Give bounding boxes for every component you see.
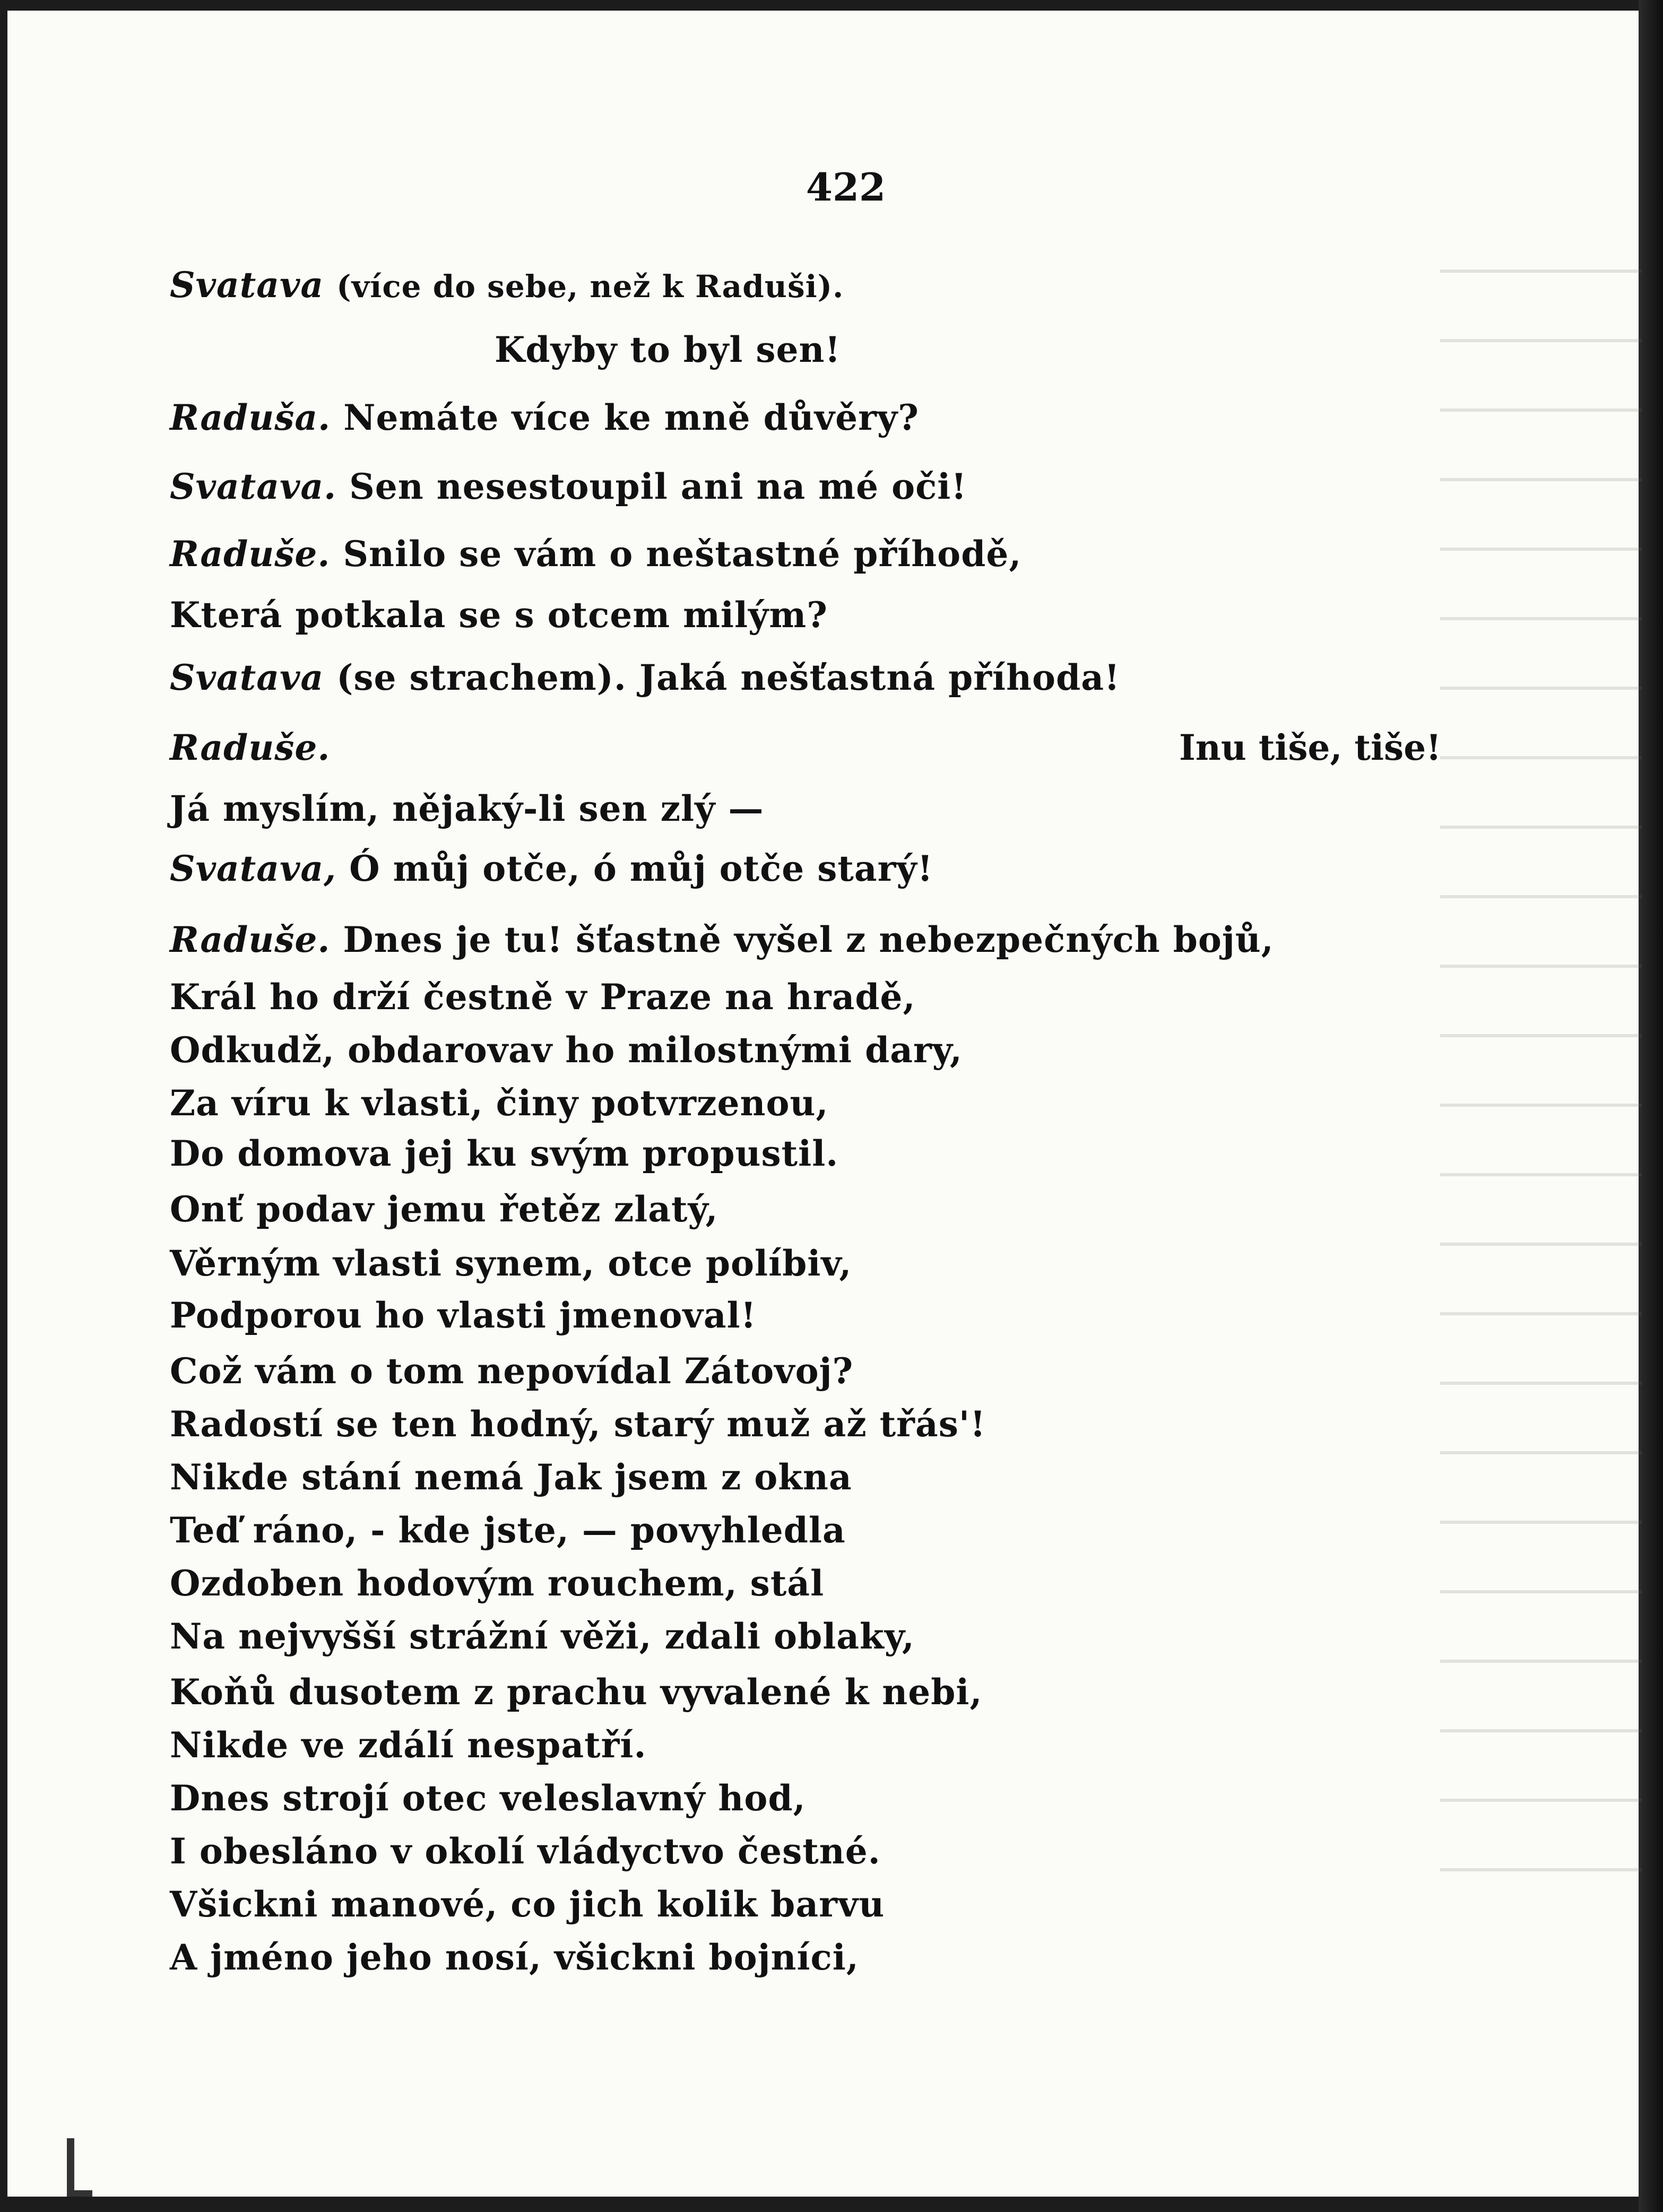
speaker-name: Raduše. <box>170 533 331 575</box>
text-line <box>170 594 828 636</box>
line-text: (se strachem). Jaká nešťastná příhoda! <box>336 657 1120 698</box>
text-line <box>170 397 919 438</box>
line-text: Všickni manové, co jich kolik barvu <box>170 1884 885 1925</box>
line-text: Podporou ho vlasti jmenoval! <box>170 1295 757 1336</box>
text-line <box>495 329 841 370</box>
line-text: Nemáte více ke mně důvěry? <box>343 397 919 438</box>
line-text: Což vám o tom nepovídal Zátovoj? <box>170 1350 854 1392</box>
text-line <box>170 1295 757 1336</box>
speaker-name: Svatava <box>170 264 324 306</box>
text-line <box>170 1884 885 1925</box>
speaker-name: Svatava <box>170 657 324 698</box>
text-line <box>170 1510 846 1551</box>
text-line <box>170 1616 915 1657</box>
line-text: Ozdoben hodovým rouchem, stál <box>170 1563 825 1604</box>
line-text: (více do sebe, než k Raduši). <box>336 268 844 305</box>
speaker-name: Svatava. <box>170 466 337 507</box>
line-text: Nikde stání nemá Jak jsem z okna <box>170 1456 852 1498</box>
text-line <box>170 848 933 889</box>
text-line <box>170 1133 838 1174</box>
line-text: Nikde ve zdálí nespatří. <box>170 1724 647 1766</box>
line-text: Onť podav jemu řetěz zlatý, <box>170 1189 718 1230</box>
text-line <box>170 976 915 1018</box>
line-text: Odkudž, obdarovav ho milostnými dary, <box>170 1029 963 1071</box>
text-line <box>170 1243 852 1284</box>
speaker-name: Raduše. <box>170 727 331 768</box>
line-text: A jméno jeho nosí, všickni bojníci, <box>170 1937 859 1978</box>
line-text: Na nejvyšší strážní věži, zdali oblaky, <box>170 1616 915 1657</box>
line-text: Věrným vlasti synem, otce políbiv, <box>170 1243 852 1284</box>
book-page <box>7 11 1639 2197</box>
text-line <box>170 1671 982 1713</box>
line-text: Snilo se vám o neštastné příhodě, <box>343 533 1022 575</box>
text-line <box>170 1937 859 1978</box>
text-line <box>170 1403 986 1445</box>
line-text: Která potkala se s otcem milým? <box>170 594 828 636</box>
text-line <box>170 264 844 306</box>
line-text: Sen nesestoupil ani na mé oči! <box>349 466 967 507</box>
book-edge <box>1639 0 1663 2212</box>
line-text: Ó můj otče, ó můj otče starý! <box>349 848 933 889</box>
speaker-name: Raduša. <box>170 397 331 438</box>
line-text: Radostí se ten hodný, starý muž až třás'! <box>170 1403 986 1445</box>
line-text: Dnes je tu! šťastně vyšel z nebezpečných bojů, <box>343 919 1274 960</box>
line-text: Za víru k vlasti, činy potvrzenou, <box>170 1082 829 1124</box>
text-line <box>170 1831 881 1872</box>
text-line <box>170 1189 718 1230</box>
text-line <box>170 788 764 829</box>
text-line <box>170 533 1021 575</box>
text-line <box>170 727 330 768</box>
line-text: Král ho drží čestně v Praze na hradě, <box>170 976 916 1018</box>
speaker-name: Svatava, <box>170 848 337 889</box>
text-line <box>170 466 967 507</box>
text-line <box>170 1350 853 1392</box>
text-line <box>170 1777 806 1819</box>
text-line <box>170 1456 852 1498</box>
text-line <box>170 1029 963 1071</box>
line-text: Teď ráno, - kde jste, — povyhledla <box>170 1510 846 1551</box>
text-line <box>170 919 1274 960</box>
binding-mark <box>67 2138 74 2197</box>
text-line <box>170 1082 828 1124</box>
page-number: 422 <box>805 164 886 210</box>
line-text: Do domova jej ku svým propustil. <box>170 1133 839 1174</box>
text-line <box>170 1563 824 1604</box>
line-text: Já myslím, nějaký-li sen zlý — <box>170 788 764 829</box>
line-text-right: Inu tiše, tiše! <box>1179 727 1442 768</box>
speaker-name: Raduše. <box>170 919 331 960</box>
text-line <box>170 1724 646 1766</box>
show-through-text <box>1440 239 1642 1937</box>
line-text: Koňů dusotem z prachu vyvalené k nebi, <box>170 1671 983 1713</box>
line-text: I obesláno v okolí vládyctvo čestné. <box>170 1831 881 1872</box>
line-text: Kdyby to byl sen! <box>495 329 841 370</box>
line-text: Dnes strojí otec veleslavný hod, <box>170 1777 806 1819</box>
binding-mark-foot <box>67 2190 92 2197</box>
text-line <box>170 657 1120 698</box>
